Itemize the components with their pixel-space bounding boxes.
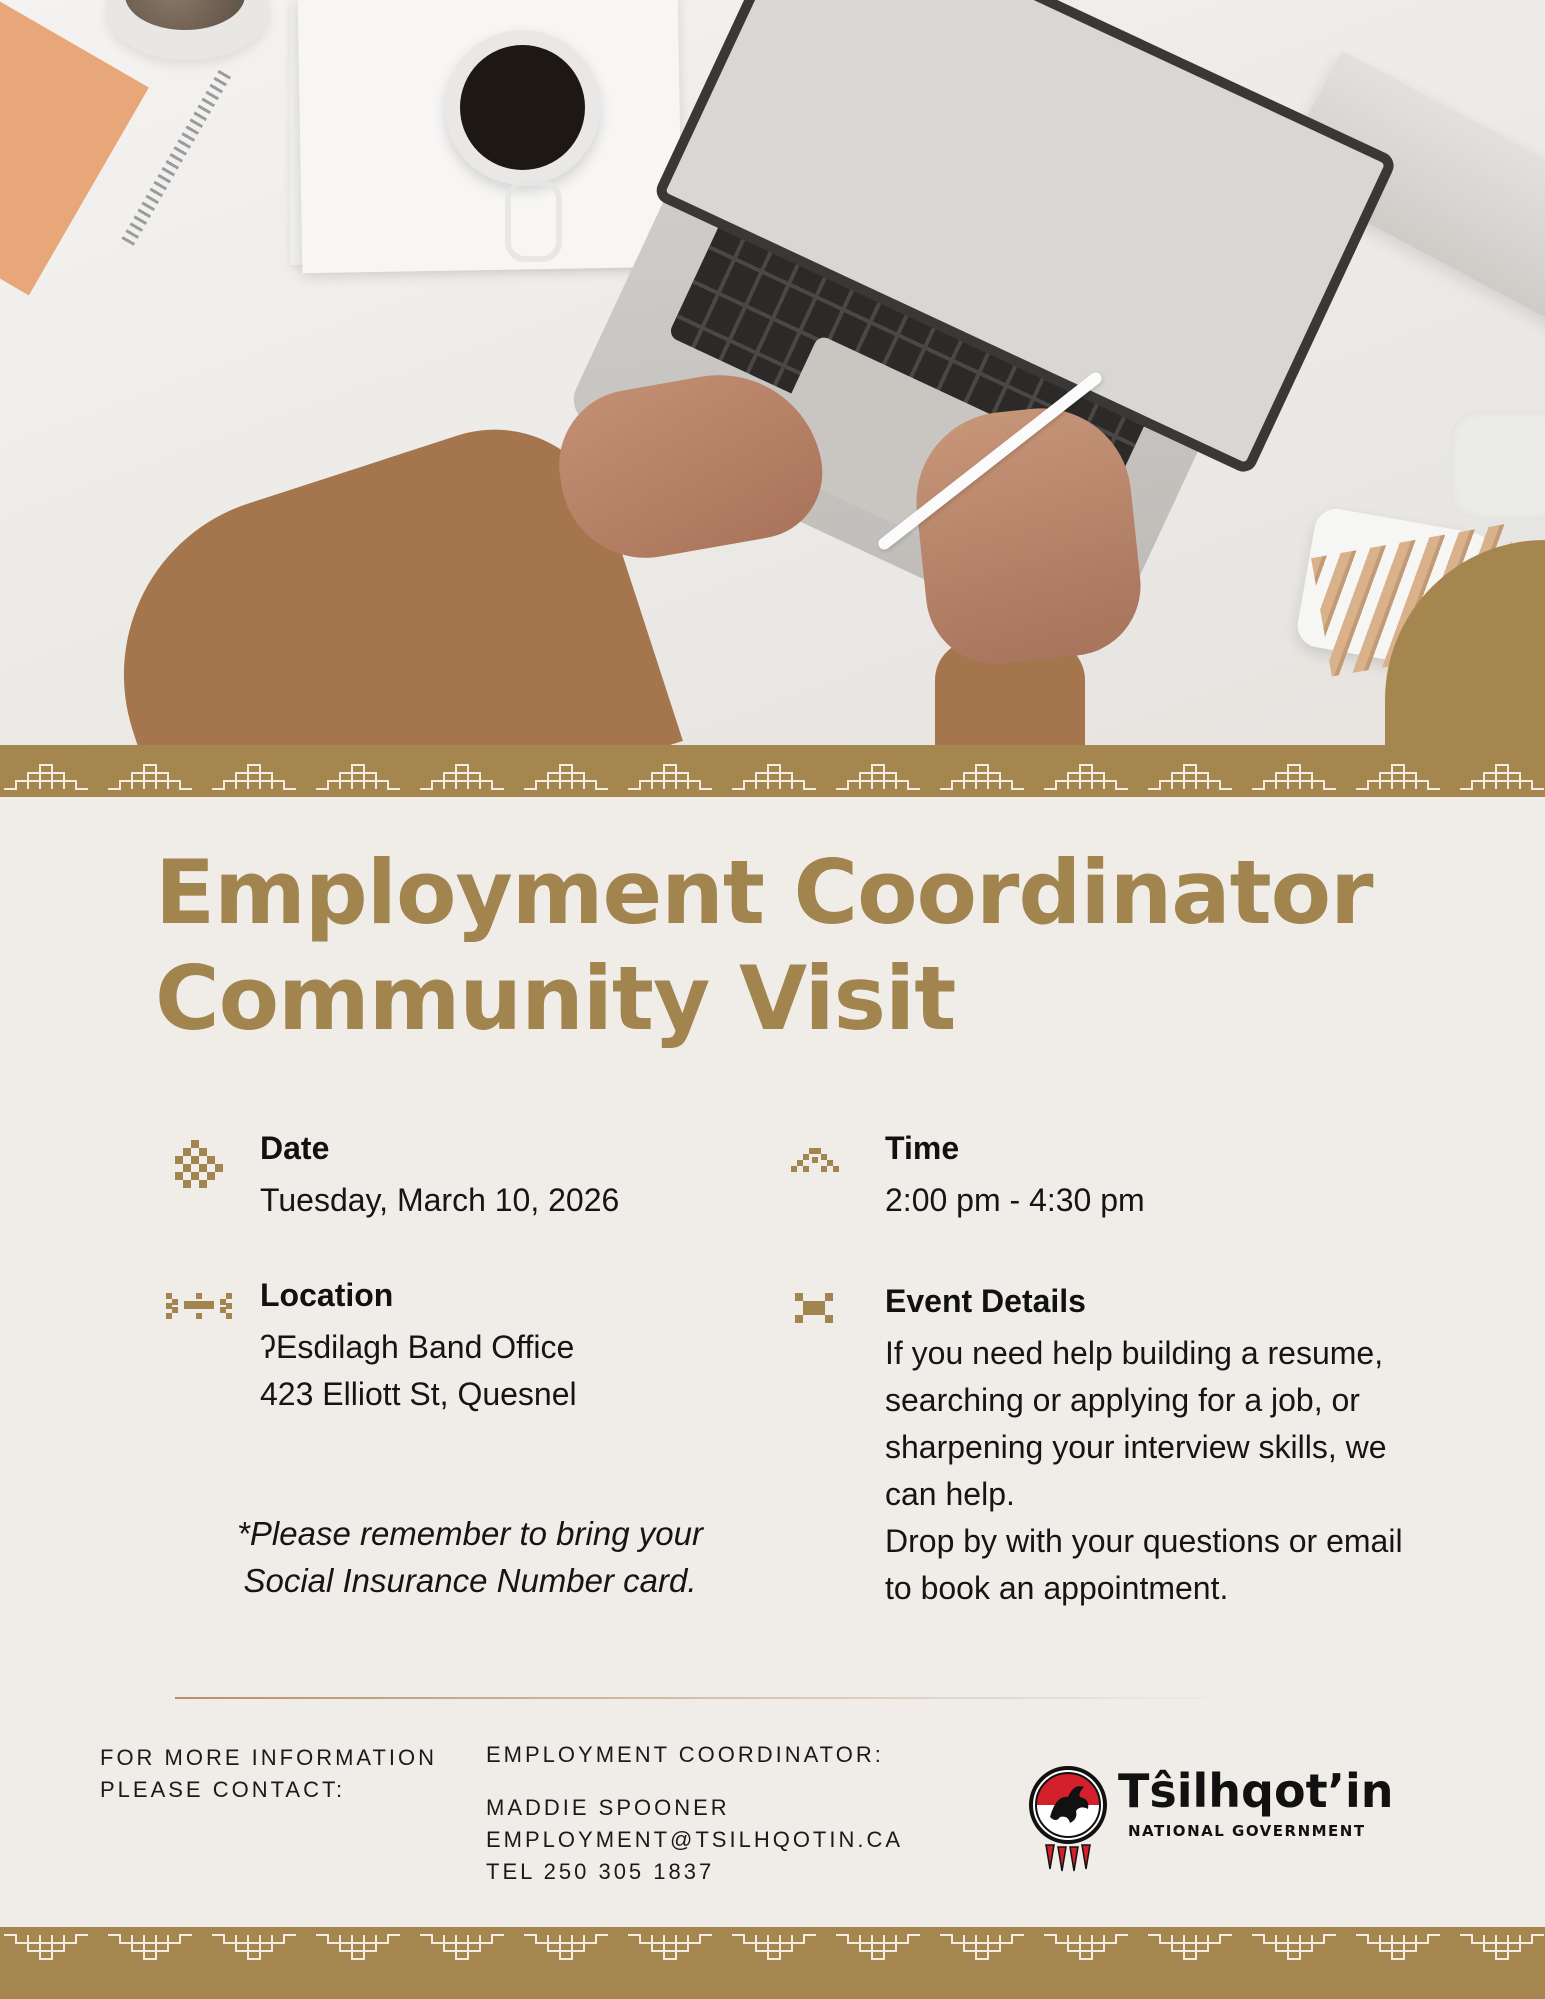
pattern-band-bottom [0, 1927, 1545, 1999]
coffee [460, 45, 585, 170]
cross-pattern-icon [795, 1293, 833, 1323]
event-details-label: Event Details [885, 1283, 1086, 1319]
contact-phone: TEL 250 305 1837 [486, 1859, 715, 1884]
title-line-2: Community Visit [155, 947, 956, 1050]
date-label: Date [260, 1130, 330, 1166]
contact-details [486, 1792, 903, 1888]
step-pattern-icon [791, 1148, 839, 1174]
logo-name: Tŝilhqot’in [1118, 1764, 1394, 1818]
location-label: Location [260, 1277, 394, 1313]
event-details-text: If you need help building a resume, searching or applying for a job, or sharpening your interview skills, we can help. Drop by with your questions or email to book an appointment. [885, 1335, 1403, 1606]
location-value: ʔEsdilagh Band Office 423 Elliott St, Quesnel [260, 1329, 577, 1412]
date-block [260, 1130, 619, 1224]
page-title [155, 840, 1455, 1052]
hero-photo-desk-laptop [0, 0, 1545, 745]
time-block [885, 1130, 1145, 1224]
title-line-1: Employment Coordinator [155, 841, 1373, 944]
cup-handle [505, 180, 562, 262]
bead-pattern-icon [166, 1293, 232, 1319]
contact-role-heading: EMPLOYMENT COORDINATOR: [486, 1742, 884, 1767]
glass [1450, 410, 1545, 520]
event-details-block [885, 1283, 1485, 1612]
checker-pattern-icon [175, 1140, 223, 1188]
time-label: Time [885, 1130, 960, 1166]
contact-name: MADDIE SPOONER [486, 1795, 730, 1820]
logo-subtitle: NATIONAL GOVERNMENT [1128, 1822, 1366, 1840]
sin-card-reminder: *Please remember to bring your Social Insurance Number card. [237, 1515, 703, 1599]
date-value: Tuesday, March 10, 2026 [260, 1182, 620, 1218]
contact-email: EMPLOYMENT@TSILHQOTIN.CA [486, 1827, 904, 1852]
divider-line [175, 1697, 1250, 1699]
contact-lead-text: FOR MORE INFORMATION PLEASE CONTACT: [100, 1745, 438, 1802]
time-value: 2:00 pm - 4:30 pm [885, 1182, 1145, 1218]
tsilhqotin-emblem-icon [1028, 1765, 1108, 1875]
pattern-band-top [0, 745, 1545, 797]
tsilhqotin-logo [1028, 1760, 1394, 1870]
location-block [260, 1277, 577, 1418]
